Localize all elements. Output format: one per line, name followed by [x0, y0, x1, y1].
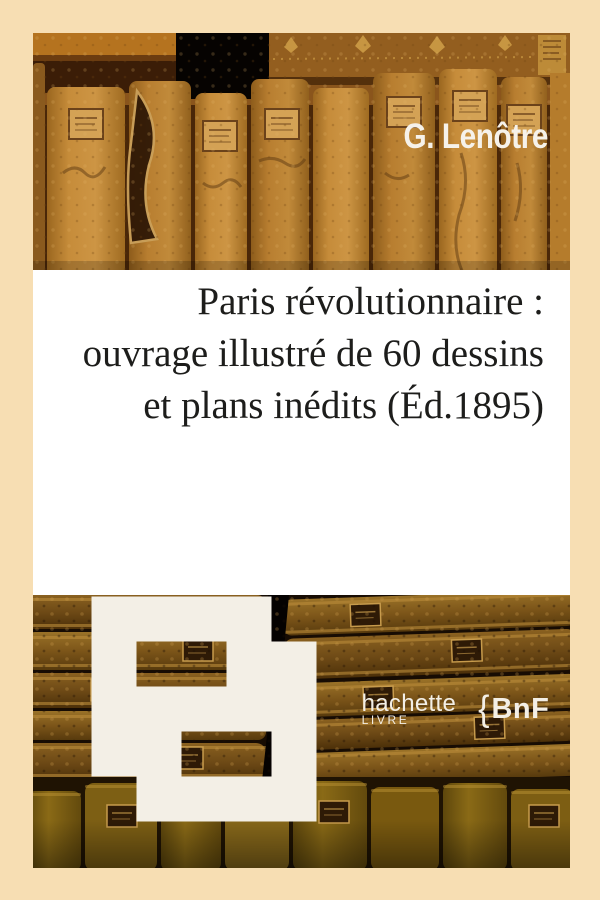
bottom-books-photo	[33, 595, 570, 868]
author-name: G. Lenôtre	[403, 117, 548, 156]
title-line-2: ouvrage illustré de 60 dessins	[82, 332, 544, 375]
top-books-photo	[33, 33, 570, 270]
hachette-wordmark: hachette	[361, 689, 457, 717]
hachette-livre-logo	[54, 595, 456, 859]
title-line-3: et plans inédits (Éd.1895)	[143, 384, 544, 427]
hachette-icon	[54, 595, 354, 859]
hachette-text	[361, 689, 457, 727]
bnf-wordmark: BnF	[491, 693, 550, 725]
publisher-logos	[33, 595, 570, 859]
hachette-livre-label: LIVRE	[361, 712, 410, 727]
bnf-logo	[478, 689, 550, 729]
book-cover	[33, 33, 570, 868]
bnf-brace-icon: {	[478, 689, 490, 729]
title-band	[33, 270, 570, 595]
title-line-1: Paris révolutionnaire :	[197, 280, 544, 323]
